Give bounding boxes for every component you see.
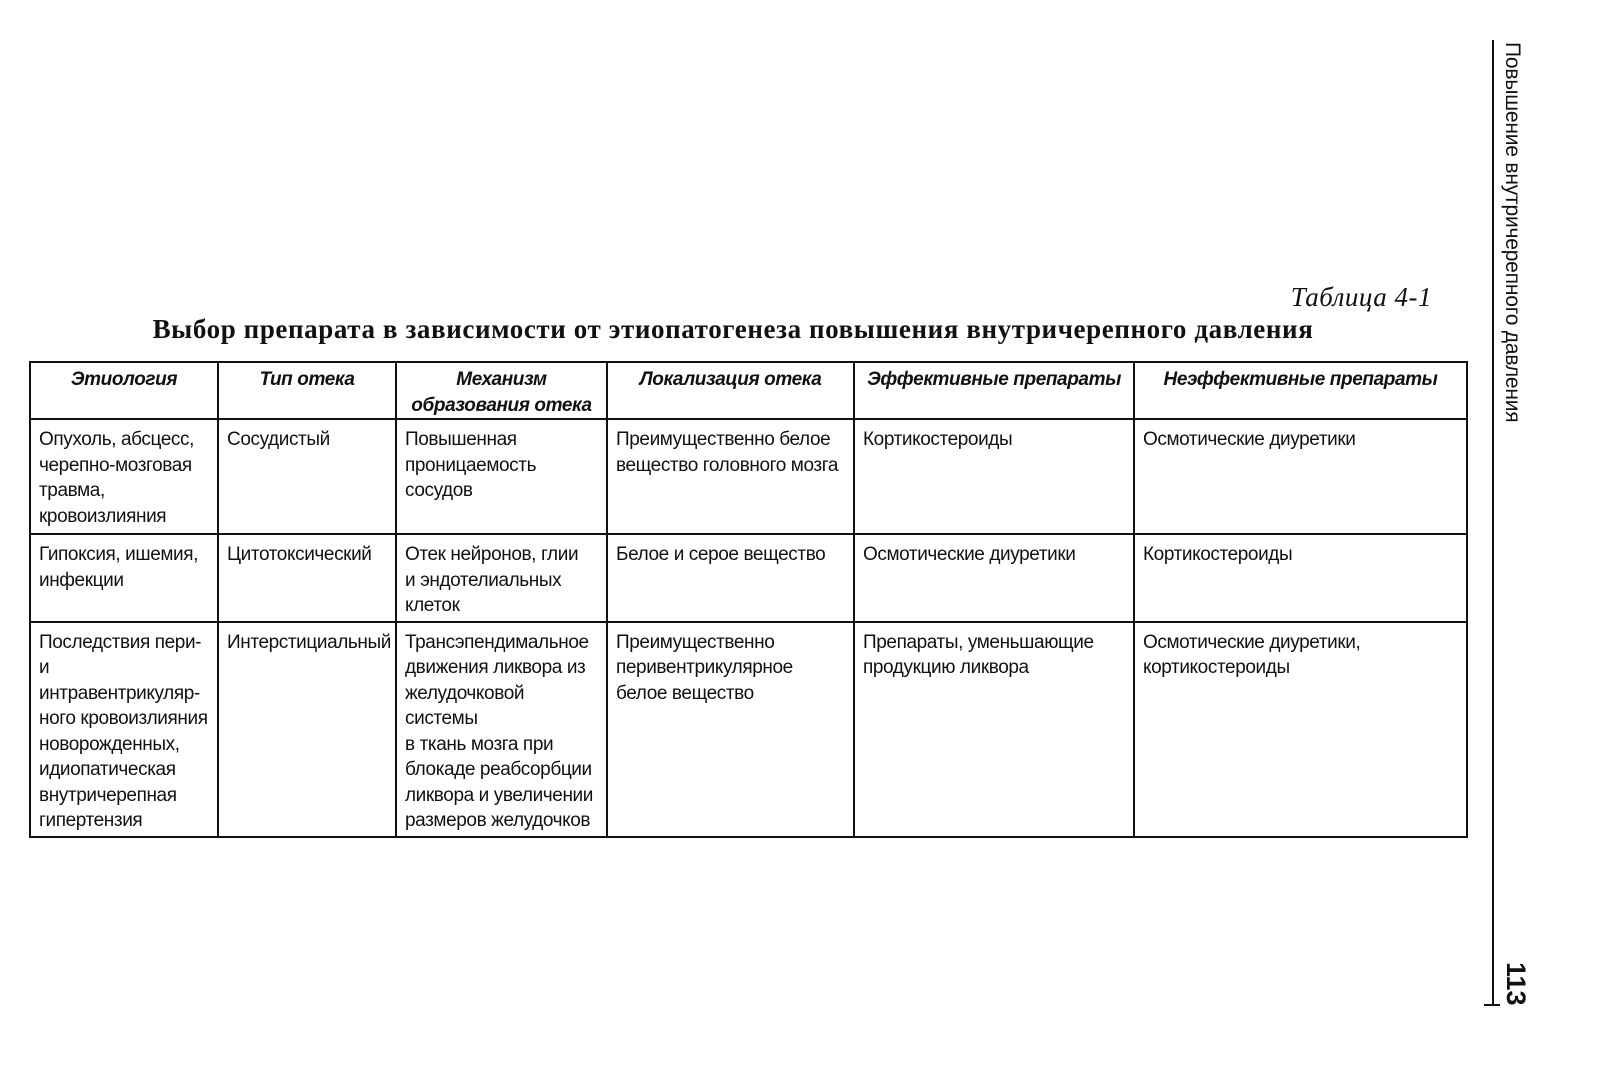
- column-header-etiology: Этиология: [30, 362, 218, 419]
- cell-edema-type: Цитотоксический: [218, 534, 396, 622]
- cell-edema-type: Сосудистый: [218, 419, 396, 534]
- cell-etiology: Гипоксия, ишемия, инфекции: [30, 534, 218, 622]
- margin-rule: [1492, 40, 1494, 1006]
- running-head: Повышение внутричерепного давления: [1501, 42, 1524, 423]
- cell-edema-type: Интерстициальный: [218, 622, 396, 837]
- page-number: 113: [1501, 962, 1531, 1006]
- cell-localization: Преимущественно белое вещество головного мозга: [607, 419, 854, 534]
- cell-mechanism: Трансэпендимальное движения ликвора из желудочковой системы в ткань мозга при блокаде реабсорбции ликвора и увеличении размеров желудочков: [396, 622, 607, 837]
- cell-ineffective-drugs: Осмотические диуретики, кортикостероиды: [1134, 622, 1467, 837]
- column-header-localization: Локализация отека: [607, 362, 854, 419]
- cell-localization: Преимущественно перивентрикулярное белое вещество: [607, 622, 854, 837]
- column-header-ineffective-drugs: Неэффективные препараты: [1134, 362, 1467, 419]
- table-row: [30, 622, 1467, 837]
- cell-effective-drugs: Кортикостероиды: [854, 419, 1134, 534]
- table-row: [30, 419, 1467, 534]
- table-header-row: [30, 362, 1467, 419]
- cell-mechanism: Повышенная проницаемость сосудов: [396, 419, 607, 534]
- cell-ineffective-drugs: Кортикостероиды: [1134, 534, 1467, 622]
- column-header-mechanism: Механизм образования отека: [396, 362, 607, 419]
- drug-selection-table: [29, 361, 1468, 838]
- cell-effective-drugs: Осмотические диуретики: [854, 534, 1134, 622]
- cell-localization: Белое и серое вещество: [607, 534, 854, 622]
- margin-rule-tick: [1484, 1004, 1500, 1006]
- cell-etiology: Опухоль, абсцесс, черепно-мозговая травма, кровоизлияния: [30, 419, 218, 534]
- cell-mechanism: Отек нейронов, глии и эндотелиальных клеток: [396, 534, 607, 622]
- column-header-effective-drugs: Эффективные препараты: [854, 362, 1134, 419]
- table-number: Таблица 4-1: [1290, 282, 1432, 312]
- table-row: [30, 534, 1467, 622]
- column-header-edema-type: Тип отека: [218, 362, 396, 419]
- cell-ineffective-drugs: Осмотические диуретики: [1134, 419, 1467, 534]
- table-title: Выбор препарата в зависимости от этиопатогенеза повышения внутричерепного давления: [152, 314, 1314, 344]
- cell-etiology: Последствия пери- и интравентрикуляр- ного кровоизлияния новорожденных, идиопатическая внутричерепная гипертензия: [30, 622, 218, 837]
- cell-effective-drugs: Препараты, уменьшающие продукцию ликвора: [854, 622, 1134, 837]
